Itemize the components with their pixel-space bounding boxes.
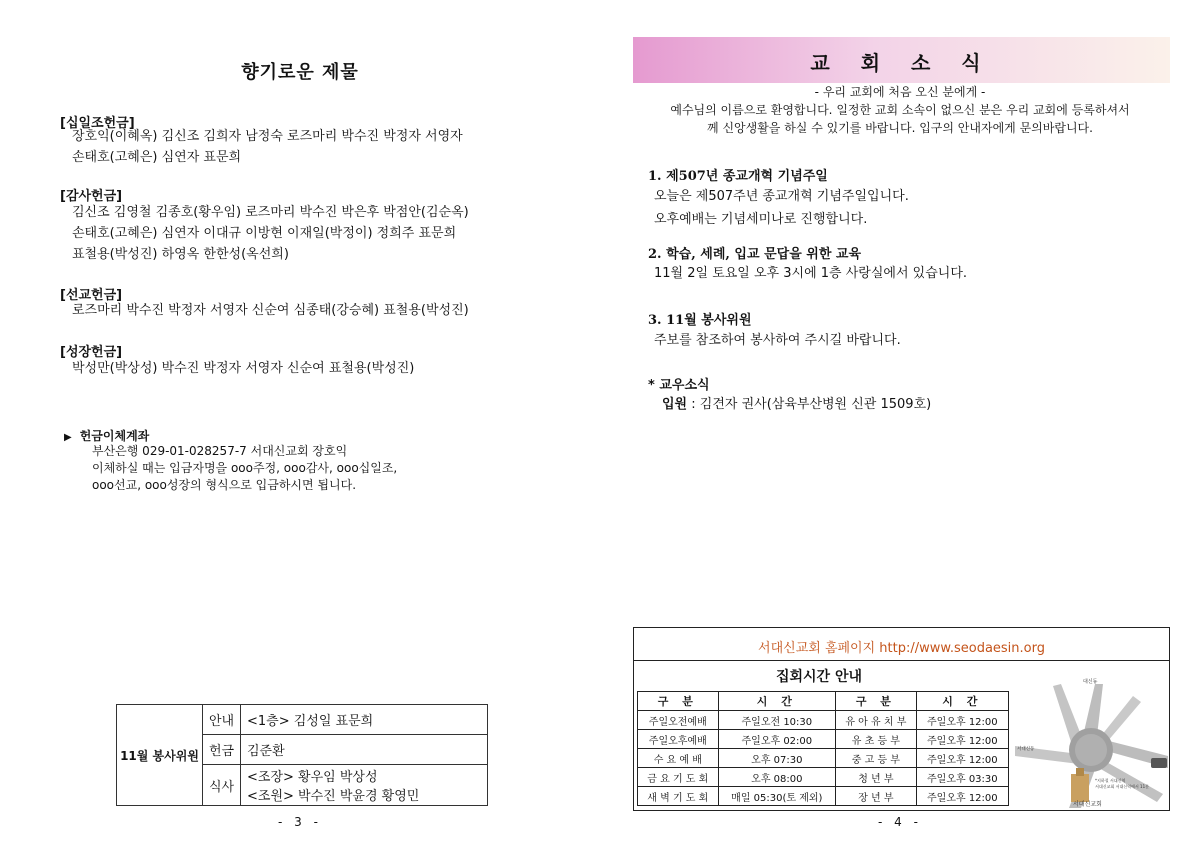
map-label: 서대신동 xyxy=(1017,747,1035,752)
news-title: 교 회 소 식 xyxy=(810,51,993,75)
table-cell: 주일오전 10:30 xyxy=(718,711,836,730)
table-cell: 유 아 유 치 부 xyxy=(836,711,917,730)
news-item-text: 오늘은 제507주년 종교개혁 기념주일입니다. xyxy=(654,189,909,204)
table-row xyxy=(638,768,1009,787)
volunteer-members: <조원> 박수진 박윤경 황영민 xyxy=(247,789,420,804)
transfer-heading xyxy=(64,427,149,444)
news-item-heading: 3. 11월 봉사위원 xyxy=(648,313,752,328)
table-row xyxy=(638,711,1009,730)
car-icon xyxy=(1151,758,1167,768)
volunteer-table-title: 11월 봉사위원 xyxy=(117,705,203,806)
page-number: - 4 - xyxy=(878,815,922,829)
table-header: 구 분 xyxy=(836,692,917,711)
table-header: 구 분 xyxy=(638,692,719,711)
volunteer-table xyxy=(116,704,488,806)
meeting-schedule-table xyxy=(637,691,1009,806)
meeting-title: 집회시간 안내 xyxy=(775,669,863,685)
offering-names: 김신조 김영철 김종호(황우임) 로즈마리 박수진 박은후 박점안(김순옥) xyxy=(72,205,469,220)
page-title: 향기로운 제물 xyxy=(241,62,359,83)
divider xyxy=(633,660,1170,661)
table-cell: 오후 07:30 xyxy=(718,749,836,768)
table-row xyxy=(638,749,1009,768)
volunteer-role: 헌금 xyxy=(203,735,241,765)
table-cell: 주일오후예배 xyxy=(638,730,719,749)
news-item-text: 11월 2일 토요일 오후 3시에 1층 사랑실에서 있습니다. xyxy=(654,266,968,281)
table-cell: 주일오후 12:00 xyxy=(916,711,1008,730)
table-cell: 새 벽 기 도 회 xyxy=(638,787,719,806)
offering-heading-thanks: [감사헌금] xyxy=(60,189,123,204)
table-cell: 유 초 등 부 xyxy=(836,730,917,749)
church-building-icon xyxy=(1071,774,1089,802)
table-cell: 장 년 부 xyxy=(836,787,917,806)
offering-heading-tithe: [십일조헌금] xyxy=(60,116,135,131)
volunteer-names-meal xyxy=(241,765,488,806)
table-cell: 주일오후 12:00 xyxy=(916,787,1008,806)
volunteer-role: 안내 xyxy=(203,705,241,735)
volunteer-names: 김준환 xyxy=(241,735,488,765)
offering-names: 손태호(고혜은) 심연자 표문희 xyxy=(72,150,242,165)
map-label: 서대신교회 서대신역에서 11분 xyxy=(1095,784,1150,789)
table-row xyxy=(638,730,1009,749)
member-news-label: 입원 xyxy=(662,397,688,412)
homepage-link[interactable]: 서대신교회 홈페이지 http://www.seodaesin.org xyxy=(758,641,1045,656)
news-item-heading: 1. 제507년 종교개혁 기념주일 xyxy=(648,169,828,184)
offering-names: 장호익(이혜옥) 김신조 김희자 남정숙 로즈마리 박수진 박정자 서영자 xyxy=(72,129,463,144)
news-item-heading: * 교우소식 xyxy=(648,378,710,393)
table-cell: 주일오후 03:30 xyxy=(916,768,1008,787)
welcome-heading: - 우리 교회에 처음 오신 분에게 - xyxy=(814,85,986,99)
transfer-note: ooo선교, ooo성장의 형식으로 입금하시면 됩니다. xyxy=(92,478,357,492)
map-label: 서대신교회 xyxy=(1073,801,1102,808)
table-header: 시 간 xyxy=(916,692,1008,711)
transfer-note: 이체하실 때는 입금자명을 ooo주정, ooo감사, ooo십일조, xyxy=(92,461,398,475)
table-header: 시 간 xyxy=(718,692,836,711)
news-item-text: 오후예배는 기념세미나로 진행합니다. xyxy=(654,212,868,227)
table-cell: 수 요 예 배 xyxy=(638,749,719,768)
welcome-text: 예수님의 이름으로 환영합니다. 일정한 교회 소속이 없으신 분은 우리 교회에 등록하셔서 xyxy=(670,103,1130,117)
member-news-text: : 김견자 권사(삼육부산병원 신관 1509호) xyxy=(687,397,932,412)
news-item-text: 주보를 참조하여 봉사하여 주시길 바랍니다. xyxy=(654,333,901,348)
offering-heading-growth: [성장헌금] xyxy=(60,345,123,360)
volunteer-leader: <조장> 황우임 박상성 xyxy=(247,770,378,785)
church-location-map xyxy=(1013,676,1170,808)
offering-names: 표철용(박성진) 하영옥 한한성(옥선희) xyxy=(72,247,289,262)
offering-names: 로즈마리 박수진 박정자 서영자 신순여 심종태(강승혜) 표철용(박성진) xyxy=(72,303,469,318)
offering-heading-mission: [선교헌금] xyxy=(60,288,123,303)
offering-names: 박성만(박상성) 박수진 박정자 서영자 신순여 표철용(박성진) xyxy=(72,361,415,376)
member-news xyxy=(662,394,931,416)
transfer-heading-text: 헌금이체계좌 xyxy=(79,429,150,443)
volunteer-names: <1층> 김성일 표문희 xyxy=(241,705,488,735)
table-row xyxy=(638,787,1009,806)
map-label: *지하철 서대신역 xyxy=(1095,778,1126,783)
welcome-text: 께 신앙생활을 하실 수 있기를 바랍니다. 입구의 안내자에게 문의바랍니다. xyxy=(707,121,1093,135)
map-label: 대신동 xyxy=(1083,679,1098,685)
triangle-bullet-icon: ▶ xyxy=(64,432,72,443)
table-cell: 매일 05:30(토 제외) xyxy=(718,787,836,806)
volunteer-role: 식사 xyxy=(203,765,241,806)
table-cell: 주일오후 12:00 xyxy=(916,730,1008,749)
table-cell: 주일오후 02:00 xyxy=(718,730,836,749)
table-cell: 주일오전예배 xyxy=(638,711,719,730)
page-number: - 3 - xyxy=(278,815,322,829)
transfer-account: 부산은행 029-01-028257-7 서대신교회 장호익 xyxy=(92,444,348,458)
table-cell: 청 년 부 xyxy=(836,768,917,787)
table-cell: 금 요 기 도 회 xyxy=(638,768,719,787)
table-cell: 오후 08:00 xyxy=(718,768,836,787)
offering-names: 손태호(고혜은) 심연자 이대규 이방현 이재일(박정이) 정희주 표문희 xyxy=(72,226,457,241)
news-item-heading: 2. 학습, 세례, 입교 문답을 위한 교육 xyxy=(648,247,862,262)
table-cell: 중 고 등 부 xyxy=(836,749,917,768)
table-cell: 주일오후 12:00 xyxy=(916,749,1008,768)
